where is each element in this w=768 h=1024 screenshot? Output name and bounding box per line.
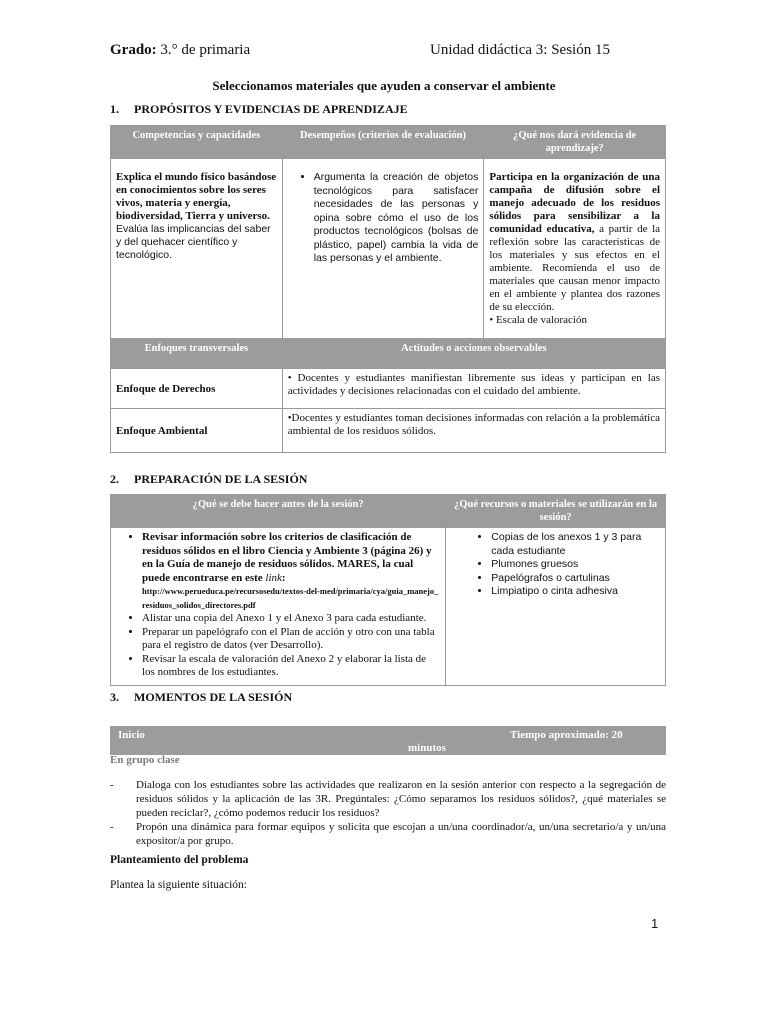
- enfoque-name-derechos: Enfoque de Derechos: [111, 369, 283, 409]
- recurso-item: • Plumones gruesos: [491, 558, 660, 572]
- plantea-text: Plantea la siguiente situación:: [110, 879, 248, 891]
- inicio-item: - Dialoga con los estudiantes sobre las actividades que realizaron en la sesión anterior con respecto a la segregación de residuos sólidos y la aplicación de las 3R. Pregúntales: ¿Cómo separamos los residuos sólidos?, ¿qué materiales se pueden reciclar?, ¿cómo podemos reducir los residuos?: [110, 779, 666, 819]
- recurso-item: • Limpiatipo o cinta adhesiva: [491, 585, 660, 599]
- competencia-cell: [111, 159, 283, 339]
- tiempo-label: Tiempo aproximado: 20: [510, 729, 623, 741]
- unit-header: Unidad didáctica 3: Sesión 15: [430, 42, 610, 58]
- competencia-text: Explica el mundo físico basándose en conocimientos sobre los seres vivos, materia y energía, biodiversidad, Tierra y universo.: [116, 171, 277, 222]
- antes-cell: [111, 528, 446, 686]
- recursos-cell: [446, 528, 666, 686]
- inicio-label: Inicio: [118, 729, 145, 741]
- recurso-item: • Copias de los anexos 1 y 3 para cada estudiante: [491, 531, 660, 558]
- col-header-antes: ¿Qué se debe hacer antes de la sesión?: [111, 495, 446, 528]
- grade-label: Grado:: [110, 42, 157, 58]
- grade-value: 3.° de primaria: [160, 42, 251, 58]
- link-word: link: [265, 571, 282, 584]
- antes-item: • Alistar una copia del Anexo 1 y el Anexo 3 para cada estudiante.: [142, 612, 440, 626]
- page-number: 1: [651, 916, 659, 931]
- propositos-table: [110, 125, 666, 453]
- enfoque-text-ambiental: •Docentes y estudiantes toman decisiones informadas con relación a la problemática ambiental de los residuos sólidos.: [282, 409, 665, 453]
- col-header-competencias: Competencias y capacidades: [111, 126, 283, 159]
- planteamiento-heading: Planteamiento del problema: [110, 854, 249, 866]
- enfoque-text-derechos: • Docentes y estudiantes manifiestan libremente sus ideas y participan en las actividades y decisiones relacionadas con el cuidado del ambiente.: [282, 369, 665, 409]
- inicio-item: - Propón una dinámica para formar equipos y solicita que escojan a un/una coordinador/a, un/una secretario/a y un/una expositor/a por grupo.: [110, 821, 666, 847]
- grade-header: [110, 42, 250, 59]
- evidencia-text: a partir de la reflexión sobre las características de los materiales y sus efectos en el ambiente. Recomienda el uso de materiales que causan menor impacto en el ambiente y plantea dos razones de su elección.: [489, 223, 661, 313]
- enfoques-header: Enfoques transversales: [111, 339, 283, 369]
- col-header-recursos: ¿Qué recursos o materiales se utilizarán en la sesión?: [446, 495, 666, 528]
- grupo-clase-label: En grupo clase: [110, 754, 180, 766]
- antes-item: • Revisar la escala de valoración del Anexo 2 y elaborar la lista de los nombres de los estudiantes.: [142, 653, 440, 680]
- desempeno-item: • Argumenta la creación de objetos tecnológicos para satisfacer necesidades de las personas y opina sobre cómo el uso de los productos tecnológicos (bolsas de plástico, papel) cambia la vida de las personas y el ambiente.: [314, 171, 479, 266]
- page-title: Seleccionamos materiales que ayuden a conservar el ambiente: [212, 78, 556, 93]
- evidencia-bullet: Escala de valoración: [495, 314, 587, 326]
- desempeno-cell: [282, 159, 484, 339]
- evidencia-bold: Participa en la organización de una campaña de difusión sobre el manejo adecuado de los residuos sólidos para sensibilizar a la comunidad educativa,: [489, 171, 660, 235]
- col-header-evidencia: ¿Qué nos dará evidencia de aprendizaje?: [484, 126, 666, 159]
- enfoque-name-ambiental: Enfoque Ambiental: [111, 409, 283, 453]
- inicio-bar: [110, 726, 666, 755]
- minutos-label: minutos: [408, 742, 446, 754]
- antes-item-revisar: • Revisar información sobre los criterios de clasificación de residuos sólidos en el libro Ciencia y Ambiente 3 (página 26) y en la Guía de manejo de residuos sólidos. MARES, la cual puede encontrarse en este link: http://www.perueduca.pe/recursosedu/textos-del-med/primaria/cya/guia_manejo_residuos_solidos_directores.pdf: [142, 531, 440, 612]
- section-2-heading: 2. PREPARACIÓN DE LA SESIÓN: [110, 472, 308, 486]
- capacidad-text: Evalúa las implicancias del saber y del quehacer científico y tecnológico.: [116, 223, 271, 261]
- actitudes-header: Actitudes o acciones observables: [282, 339, 665, 369]
- recurso-item: • Papelógrafos o cartulinas: [491, 572, 660, 586]
- section-3-heading: 3. MOMENTOS DE LA SESIÓN: [110, 690, 293, 704]
- antes-item: • Preparar un papelógrafo con el Plan de acción y otro con una tabla para el registro de datos (ver Desarrollo).: [142, 626, 440, 653]
- col-header-desempenos: Desempeños (criterios de evaluación): [282, 126, 484, 159]
- evidencia-bullet-row: • Escala de valoración: [489, 314, 587, 326]
- section-1-heading: 1. PROPÓSITOS Y EVIDENCIAS DE APRENDIZAJE: [110, 102, 408, 116]
- inicio-list: [110, 778, 666, 848]
- evidencia-cell: [484, 159, 666, 339]
- preparacion-table: [110, 494, 666, 686]
- guide-url-link[interactable]: http://www.perueduca.pe/recursosedu/textos-del-med/primaria/cya/guia_manejo_residuos_solidos_directores.pdf: [142, 586, 439, 610]
